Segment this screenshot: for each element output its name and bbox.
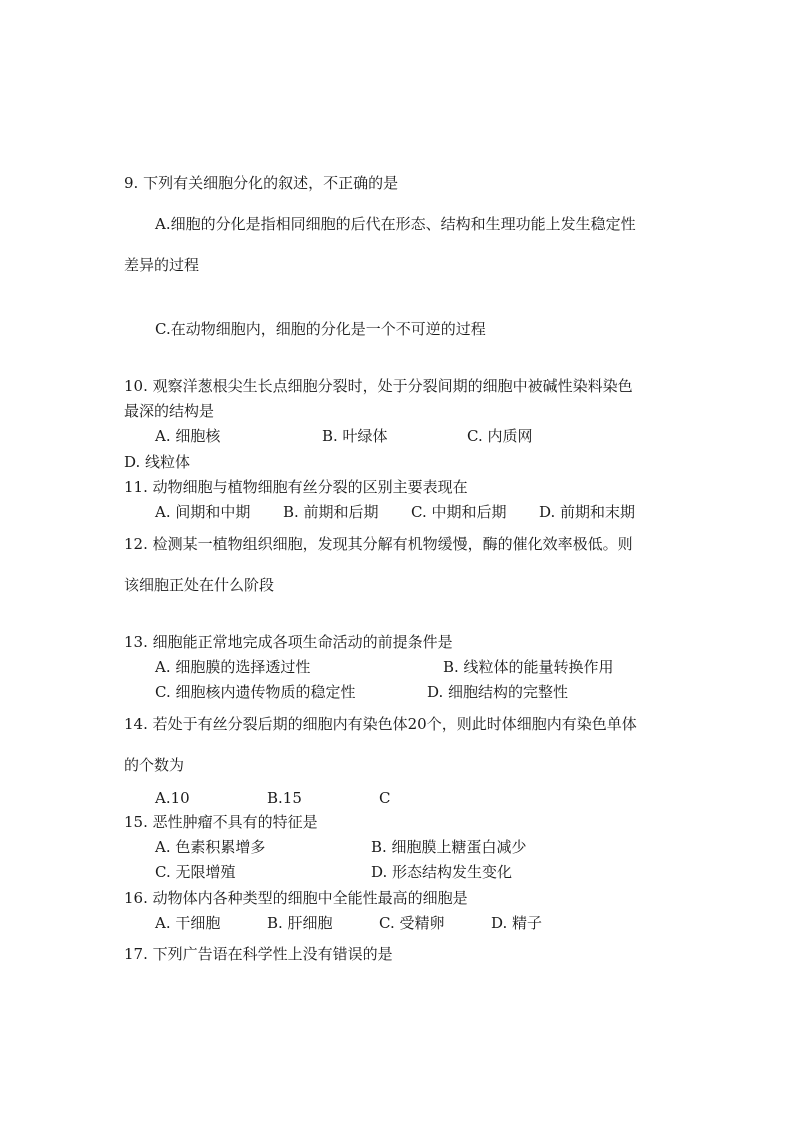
question-stem: 下列有关细胞分化的叙述，不正确的是 [143, 174, 399, 192]
question-15 [124, 813, 318, 831]
question-number: 11. [124, 478, 148, 496]
question-stem-line2: 的个数为 [124, 756, 185, 774]
question-stem-line2: 最深的结构是 [124, 402, 215, 420]
option-a: A. 细胞膜的选择透过性 [155, 658, 311, 676]
question-stem: 动物体内各种类型的细胞中全能性最高的细胞是 [152, 889, 468, 907]
option-a-line2: 差异的过程 [124, 256, 200, 274]
question-number: 10. [124, 377, 148, 395]
question-9 [124, 174, 398, 192]
option-a: A. 间期和中期 [155, 503, 251, 521]
option-c: C. 受精卵 [379, 914, 445, 932]
option-a: A. 干细胞 [155, 914, 221, 932]
option-a: A. 色素积累增多 [155, 838, 266, 856]
option-c: C.在动物细胞内，细胞的分化是一个不可逆的过程 [155, 320, 486, 338]
option-a: A. 细胞核 [155, 427, 221, 445]
option-d: D. 精子 [491, 914, 543, 932]
option-a-line1: A.细胞的分化是指相同细胞的后代在形态、结构和生理功能上发生稳定性 [155, 215, 636, 233]
option-d: D. 线粒体 [124, 453, 191, 471]
option-b: B. 肝细胞 [267, 914, 333, 932]
question-stem: 细胞能正常地完成各项生命活动的前提条件是 [152, 633, 453, 651]
option-d: D. 形态结构发生变化 [371, 863, 513, 881]
question-stem-line1: 若处于有丝分裂后期的细胞内有染色体20个，则此时体细胞内有染色单体 [152, 715, 637, 733]
question-14 [124, 715, 637, 733]
question-stem-line1: 检测某一植物组织细胞，发现其分解有机物缓慢，酶的催化效率极低。则 [152, 535, 633, 553]
option-d: D. 细胞结构的完整性 [427, 683, 569, 701]
option-b: B. 叶绿体 [322, 427, 388, 445]
question-12 [124, 535, 633, 553]
option-c: C. 无限增殖 [155, 863, 236, 881]
question-stem: 恶性肿瘤不具有的特征是 [152, 813, 318, 831]
option-b: B. 线粒体的能量转换作用 [443, 658, 614, 676]
question-16 [124, 889, 468, 907]
question-stem: 动物细胞与植物细胞有丝分裂的区别主要表现在 [152, 478, 468, 496]
option-b: B.15 [267, 789, 302, 807]
question-11 [124, 478, 468, 496]
option-d: D. 前期和末期 [539, 503, 636, 521]
question-number: 16. [124, 889, 148, 907]
question-stem: 下列广告语在科学性上没有错误的是 [152, 945, 393, 963]
question-number: 12. [124, 535, 148, 553]
question-number: 17. [124, 945, 148, 963]
option-b: B. 前期和后期 [283, 503, 379, 521]
question-number: 14. [124, 715, 148, 733]
question-13 [124, 633, 453, 651]
question-stem-line2: 该细胞正处在什么阶段 [124, 576, 275, 594]
question-number: 15. [124, 813, 148, 831]
question-stem-line1: 观察洋葱根尖生长点细胞分裂时，处于分裂间期的细胞中被碱性染料染色 [152, 377, 633, 395]
option-a: A.10 [155, 789, 190, 807]
option-c: C [379, 789, 391, 807]
option-c: C. 中期和后期 [411, 503, 507, 521]
question-number: 9. [124, 174, 139, 192]
option-c: C. 内质网 [467, 427, 533, 445]
question-10 [124, 377, 633, 395]
question-17 [124, 945, 393, 963]
option-c: C. 细胞核内遗传物质的稳定性 [155, 683, 356, 701]
question-number: 13. [124, 633, 148, 651]
option-b: B. 细胞膜上糖蛋白减少 [371, 838, 527, 856]
